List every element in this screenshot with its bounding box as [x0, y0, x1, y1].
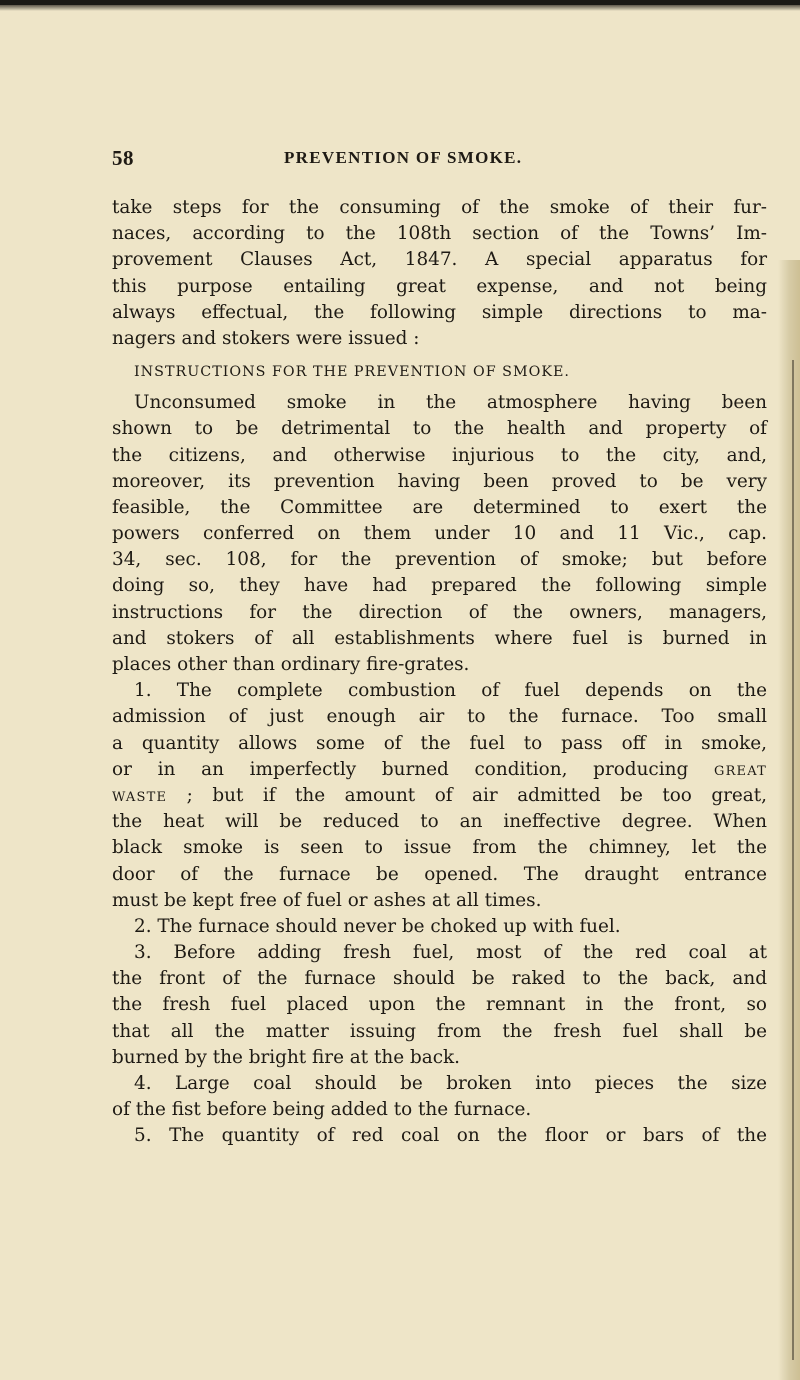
intro-paragraph [112, 195, 767, 352]
text-fragment: or in an imperfectly burned condition, producing [112, 758, 714, 780]
text-line: take steps for the consuming of the smoke of their fur- [112, 197, 767, 218]
text-line: powers conferred on them under 10 and 11 Vic., cap. [112, 523, 767, 545]
text-line: 34, sec. 108, for the prevention of smoke; but before [112, 549, 767, 571]
text-line: and stokers of all establishments where fuel is burned in [112, 627, 767, 649]
preamble-paragraph [112, 390, 767, 678]
running-title: PREVENTION OF SMOKE. [284, 148, 523, 167]
body-text [112, 195, 767, 1150]
page-edge-shadow [778, 260, 800, 1380]
text-line: feasible, the Committee are determined to exert the [112, 496, 767, 518]
small-caps-great: GREAT [713, 763, 767, 779]
text-line: 1. The complete combustion of fuel depends on the [134, 680, 767, 702]
text-line [112, 783, 767, 809]
small-caps-waste: WASTE [112, 789, 168, 805]
text-line: this purpose entailing great expense, and not being [112, 275, 767, 297]
text-line: a quantity allows some of the fuel to pass off in smoke, [112, 732, 767, 754]
text-line: door of the furnace be opened. The draught entrance [112, 863, 767, 885]
page-number: 58 [112, 146, 134, 170]
text-line: black smoke is seen to issue from the chimney, let the [112, 837, 767, 859]
text-line: 2. The furnace should never be choked up with fuel. [134, 915, 621, 937]
rule-3 [112, 940, 767, 1071]
rule-1 [112, 678, 767, 914]
section-heading: INSTRUCTIONS FOR THE PREVENTION OF SMOKE. [134, 364, 570, 381]
text-fragment: ; but if the amount of air admitted be too great, [167, 784, 767, 806]
text-line: Unconsumed smoke in the atmosphere having been [134, 392, 767, 414]
page-edge-line [792, 360, 794, 1360]
text-line: the citizens, and otherwise injurious to the city, and, [112, 444, 767, 466]
rule-5 [112, 1123, 767, 1149]
text-line: 3. Before adding fresh fuel, most of the red coal at [134, 942, 767, 964]
text-line: must be kept free of fuel or ashes at all times. [112, 889, 542, 911]
text-line: 5. The quantity of red coal on the floor or bars of the [134, 1125, 767, 1147]
text-line [112, 757, 767, 783]
text-line: admission of just enough air to the furnace. Too small [112, 706, 767, 728]
text-line: moreover, its prevention having been proved to be very [112, 470, 767, 492]
text-line: doing so, they have had prepared the following simple [112, 575, 767, 597]
text-line: the heat will be reduced to an ineffective degree. When [112, 811, 767, 833]
text-line: naces, according to the 108th section of the Towns’ Im- [112, 223, 767, 245]
scan-top-shadow [0, 5, 800, 11]
text-line: shown to be detrimental to the health and property of [112, 418, 767, 440]
text-line: always effectual, the following simple directions to ma- [112, 301, 767, 323]
text-line: the fresh fuel placed upon the remnant in the front, so [112, 994, 767, 1016]
text-line: that all the matter issuing from the fresh fuel shall be [112, 1020, 767, 1042]
text-line: burned by the bright fire at the back. [112, 1046, 461, 1068]
text-line: of the fist before being added to the furnace. [112, 1099, 532, 1121]
text-line: 4. Large coal should be broken into pieces the size [134, 1073, 767, 1094]
text-line: the front of the furnace should be raked to the back, and [112, 968, 767, 990]
running-head [112, 138, 767, 172]
rule-2 [112, 914, 767, 940]
text-line: provement Clauses Act, 1847. A special apparatus for [112, 249, 767, 271]
text-line: instructions for the direction of the owners, managers, [112, 601, 767, 623]
text-line: nagers and stokers were issued : [112, 327, 420, 349]
rule-4 [112, 1071, 767, 1123]
book-page [112, 138, 767, 1150]
text-line: places other than ordinary fire-grates. [112, 654, 470, 675]
